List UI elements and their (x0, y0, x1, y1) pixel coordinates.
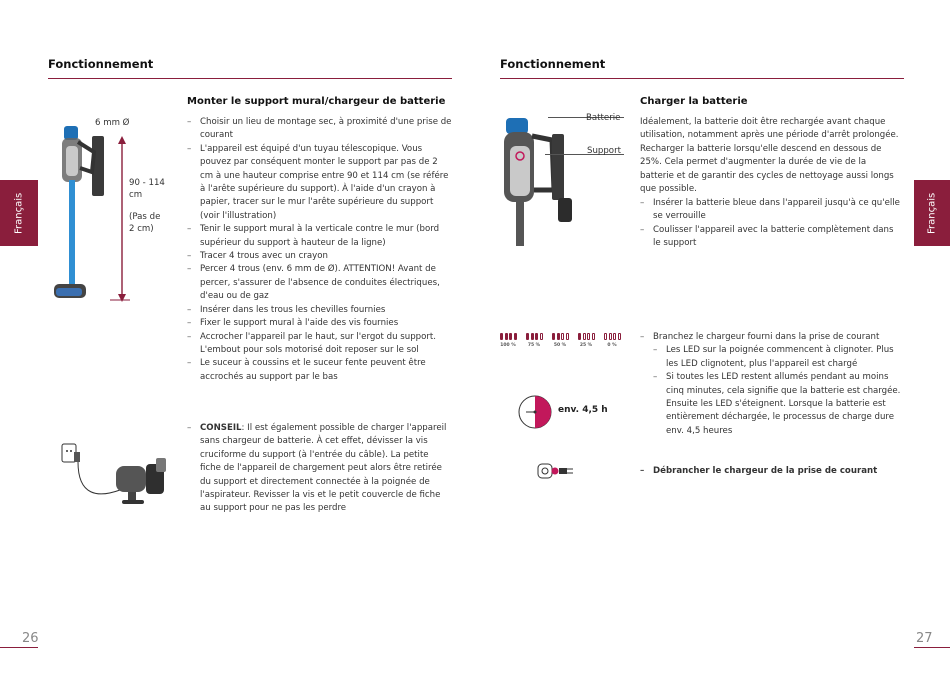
clock-icon (516, 393, 554, 431)
led-bar (505, 333, 508, 340)
label-support: Support (587, 146, 621, 156)
left-side-tab (0, 180, 38, 246)
list-item: – Percer 4 trous (env. 6 mm de Ø). ATTENTION! Avant de percer, s'assurer de l'absence de conduites électriques, d'eau ou de gaz (187, 263, 452, 303)
led-bar (609, 333, 612, 340)
left-page-number: 26 (22, 631, 39, 646)
led-group (500, 333, 524, 348)
list-item: – Insérer dans les trous les chevilles fournies (187, 304, 452, 317)
label-step-note-2: 2 cm) (129, 224, 154, 234)
charge-title: Charger la batterie (640, 96, 748, 107)
label-diameter: 6 mm Ø (95, 118, 130, 128)
label-height-2: cm (129, 190, 143, 200)
led-bar (566, 333, 569, 340)
led-bar (618, 333, 621, 340)
vacuum-battery-icon (498, 110, 578, 250)
led-group (604, 333, 628, 348)
led-bar (540, 333, 543, 340)
charge-duration: env. 4,5 h (558, 405, 608, 415)
charge-intro: Idéalement, la batterie doit être rechargée avant chaque utilisation, notamment après une période d'arrêt prolongée. Recharger la batterie lorsqu'elle descend en dessous de 25%. Cela permet d'augmenter la durée de vie de la batterie et de garantir des cycles de nettoyage aussi longs que possible. (640, 117, 899, 195)
left-section-title: Fonctionnement (48, 57, 154, 71)
led-bar (583, 333, 586, 340)
led-bar (578, 333, 581, 340)
list-item: – Fixer le support mural à l'aide des vis fournies (187, 317, 452, 330)
led-bars (604, 333, 628, 340)
list-item: – L'appareil est équipé d'un tuyau télescopique. Vous pouvez par conséquent monter le support par pas de 2 cm à une hauteur comprise entre 90 et 114 cm (se référe à l'arête supérieure du support). À l'aide d'un crayon à papier, tracer sur le mur l'arête supérieure du support (voir l'illustration) (187, 143, 452, 223)
led-bar (509, 333, 512, 340)
led-bar (557, 333, 560, 340)
right-section-title: Fonctionnement (500, 57, 606, 71)
led-level-label: 0 % (607, 343, 617, 348)
led-level-label: 100 % (500, 343, 516, 348)
unplug-graphic (537, 462, 587, 480)
mount-title: Monter le support mural/chargeur de batterie (187, 96, 446, 107)
label-step-note-1: (Pas de (129, 212, 161, 222)
unplug-icon (537, 462, 587, 480)
tip-text: : Il est également possible de charger l'appareil sans chargeur de batterie. À cet effet, dévisser la vis cruciforme du support (à l'entrée du câble). La petite fiche de l'appareil de chargement peut alors être retirée du support et directement connectée à la poignée de l'aspirateur. Revisser la vis et le petit couvercle de fiche au support pour ne pas les perdre (200, 423, 447, 514)
list-item: – Accrocher l'appareil par le haut, sur l'ergot du support. L'embout pour sols motorisé doit reposer sur le sol (187, 331, 452, 358)
right-side-tab (914, 180, 950, 246)
led-bar (526, 333, 529, 340)
list-item: – Coulisser l'appareil avec la batterie complètement dans le support (640, 224, 902, 251)
led-group (578, 333, 602, 348)
led-bar (613, 333, 616, 340)
unplug-step: – Débrancher le chargeur de la prise de courant (640, 465, 902, 478)
list-item: – Tracer 4 trous avec un crayon (187, 250, 452, 263)
led-bar (561, 333, 564, 340)
label-height-1: 90 - 114 (129, 178, 165, 188)
led-bars (578, 333, 602, 340)
led-bar (500, 333, 503, 340)
tip-label: CONSEIL (200, 423, 242, 433)
charger-step-text: Branchez le chargeur fourni dans la prise de courant (653, 332, 880, 342)
led-indicators (500, 333, 630, 355)
led-bars (526, 333, 550, 340)
charger-block (640, 331, 902, 438)
clock-graphic (516, 393, 554, 431)
list-item: – Tenir le support mural à la verticale contre le mur (bord supérieur du support à hauteur de la ligne) (187, 223, 452, 250)
led-bar (587, 333, 590, 340)
led-group (526, 333, 550, 348)
charge-steps (640, 197, 902, 251)
led-group (552, 333, 576, 348)
led-bar (604, 333, 607, 340)
list-item: – Si toutes les LED restent allumés pendant au moins cinq minutes, cela signifie que la batterie est chargée. Ensuite les LED s'éteignent. Lorsque la batterie est entièrement déchargée, le processus de charge dure env. 4,5 heures (653, 371, 902, 438)
vacuum-support-illustration (498, 110, 578, 250)
led-bar (552, 333, 555, 340)
led-bar (535, 333, 538, 340)
led-level-label: 75 % (527, 343, 541, 348)
charger-step (640, 331, 902, 438)
list-item: – Choisir un lieu de montage sec, à proximité d'une prise de courant (187, 116, 452, 143)
label-battery: Batterie (586, 113, 621, 123)
right-page-number: 27 (916, 631, 933, 646)
mount-steps (187, 116, 452, 384)
charger-plug-icon (58, 436, 178, 516)
left-section-rule (48, 78, 452, 79)
right-page-number-rule (914, 647, 950, 648)
list-item: – Le suceur à coussins et le suceur fente peuvent être accrochés au support par le bas (187, 357, 452, 384)
led-level-label: 50 % (553, 343, 567, 348)
led-bar (514, 333, 517, 340)
right-section-rule (500, 78, 904, 79)
led-bar (592, 333, 595, 340)
unplug-block (640, 465, 902, 478)
led-bars (500, 333, 524, 340)
led-bars (552, 333, 576, 340)
led-bar (531, 333, 534, 340)
list-item: – Les LED sur la poignée commencent à clignoter. Plus les LED clignotent, plus l'appareil est chargé (653, 344, 902, 371)
tip-item (187, 422, 452, 516)
charger-illustration (58, 436, 178, 516)
led-level-label: 25 % (579, 343, 593, 348)
right-side-tab-label: Français (926, 192, 938, 234)
list-item: – Insérer la batterie bleue dans l'appareil jusqu'à ce qu'elle se verrouille (640, 197, 902, 224)
tip-block (187, 422, 452, 516)
left-page-number-rule (0, 647, 38, 648)
left-side-tab-label: Français (13, 192, 25, 234)
